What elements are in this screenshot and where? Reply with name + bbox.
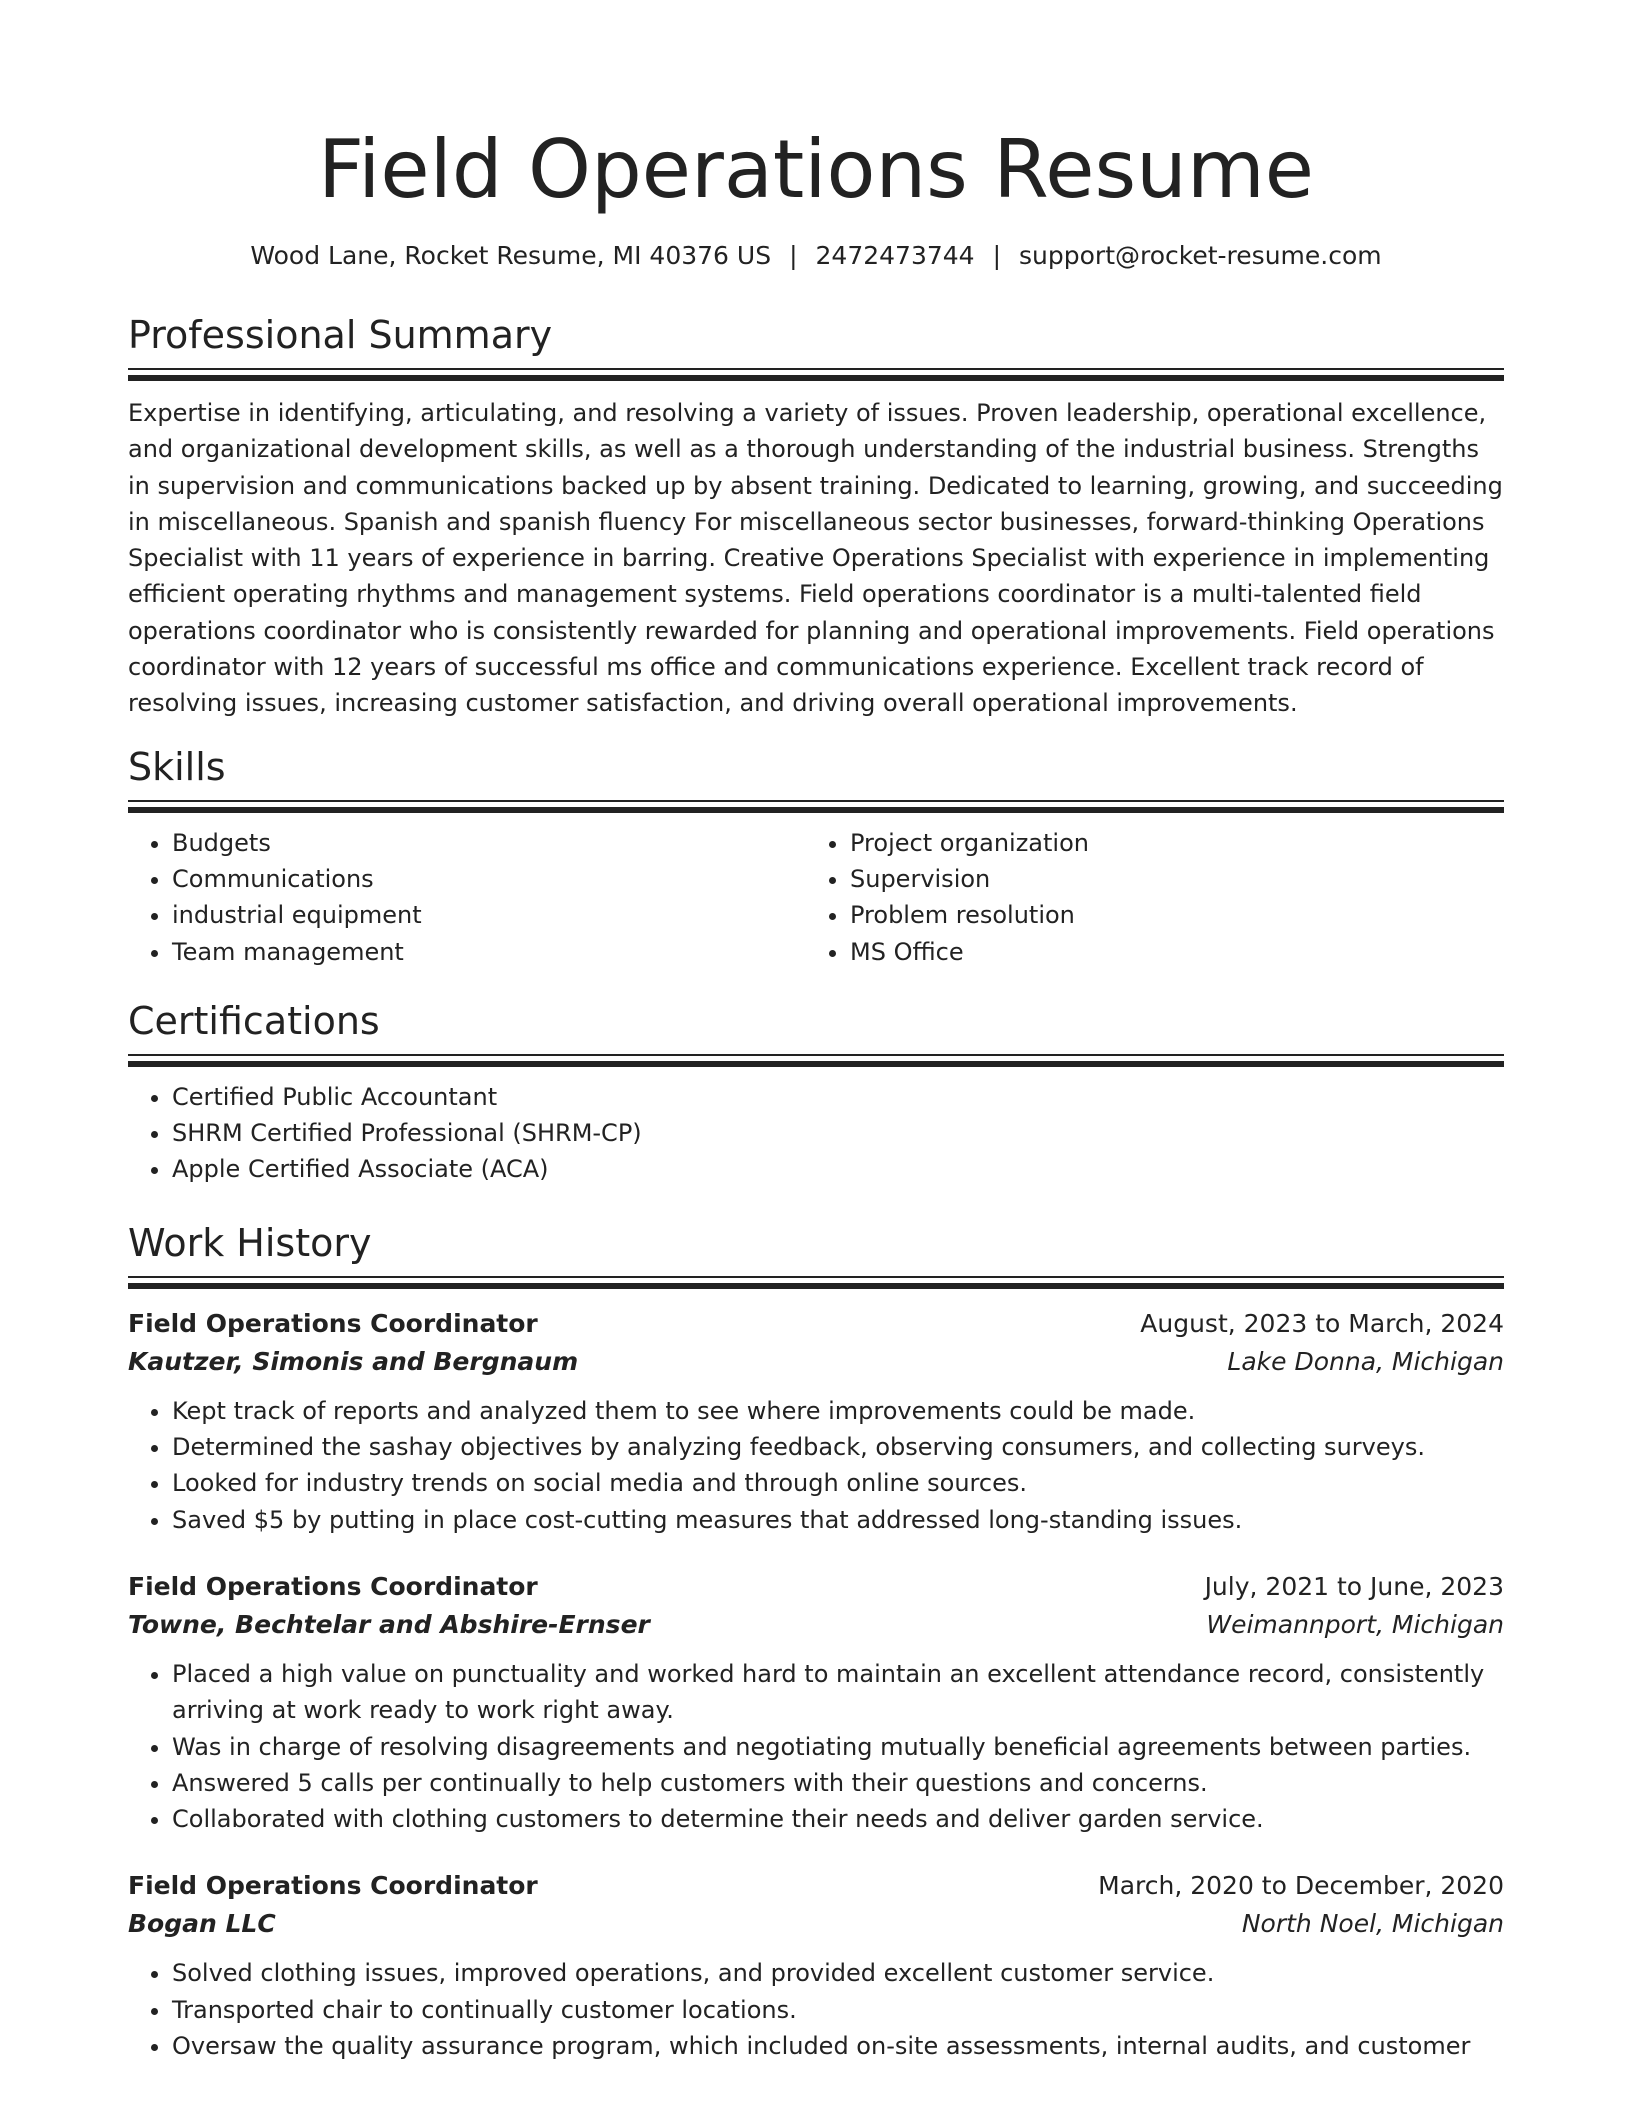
job-company: Bogan LLC: [128, 1909, 276, 1939]
section-rule: [128, 1283, 1504, 1289]
job-company: Towne, Bechtelar and Abshire-Ernser: [128, 1609, 650, 1639]
summary-section: [128, 310, 1504, 722]
job-location: Weimannport, Michigan: [1206, 1609, 1504, 1639]
job-bullet: • Was in charge of resolving disagreements and negotiating mutually beneficial agreements between parties.: [172, 1729, 1504, 1765]
certification-item: • Apple Certified Associate (ACA): [172, 1151, 1504, 1187]
job-dates: March, 2020 to December, 2020: [1098, 1871, 1504, 1901]
job-dates: July, 2021 to June, 2023: [1204, 1571, 1504, 1601]
section-heading: Certifications: [128, 998, 380, 1043]
work-history-section: [128, 1218, 1504, 2065]
section-heading: Skills: [128, 744, 226, 789]
job-entry: [128, 1867, 1504, 2064]
job-bullet: • Placed a high value on punctuality and worked hard to maintain an excellent attendance record, consistently arriving at work ready to work right away.: [172, 1656, 1504, 1729]
skill-item: • Communications: [172, 861, 806, 897]
skill-item: • Supervision: [850, 861, 1484, 897]
skills-column-right: [806, 825, 1484, 970]
skills-section: [128, 742, 1504, 970]
job-bullet: • Collaborated with clothing customers to determine their needs and deliver garden service.: [172, 1801, 1504, 1837]
skill-item: • industrial equipment: [172, 897, 806, 933]
job-bullet: • Oversaw the quality assurance program, which included on-site assessments, internal audits, and customer: [172, 2028, 1504, 2064]
section-rule: [128, 375, 1504, 381]
contact-email: support@rocket-resume.com: [1019, 241, 1382, 270]
section-rule: [128, 800, 1504, 802]
job-title: Field Operations Coordinator: [128, 1308, 538, 1338]
job-title: Field Operations Coordinator: [128, 1871, 538, 1901]
skill-item: • Budgets: [172, 825, 806, 861]
job-company-row: [128, 1905, 1504, 1943]
job-entry: [128, 1568, 1504, 1837]
job-company-row: [128, 1606, 1504, 1644]
section-rule: [128, 1054, 1504, 1056]
section-heading: Work History: [128, 1220, 372, 1265]
job-header-row: [128, 1568, 1504, 1606]
resume-page: [128, 0, 1504, 2064]
job-entry: [128, 1305, 1504, 1538]
section-rule: [128, 807, 1504, 813]
contact-address: Wood Lane, Rocket Resume, MI 40376 US: [250, 241, 772, 270]
contact-line: [128, 238, 1504, 274]
skill-item: • MS Office: [850, 934, 1484, 970]
contact-separator: |: [789, 241, 798, 270]
job-bullet: • Transported chair to continually customer locations.: [172, 1992, 1504, 2028]
certification-item: • SHRM Certified Professional (SHRM-CP): [172, 1115, 1504, 1151]
job-location: North Noel, Michigan: [1241, 1909, 1504, 1939]
job-bullet: • Answered 5 calls per continually to help customers with their questions and concerns.: [172, 1765, 1504, 1801]
job-header-row: [128, 1305, 1504, 1343]
skill-item: • Team management: [172, 934, 806, 970]
skill-item: • Problem resolution: [850, 897, 1484, 933]
summary-text: Expertise in identifying, articulating, and resolving a variety of issues. Proven leadership, operational excellence, and organizational development skills, as well as a thorough understanding of the industrial business. Strengths in supervision and communications backed up by absent training. Dedicated to learning, growing, and succeeding in miscellaneous. Spanish and spanish fluency For miscellaneous sector businesses, forward-thinking Operations Specialist with 11 years of experience in barring. Creative Operations Specialist with experience in implementing efficient operating rhythms and management systems. Field operations coordinator is a multi-talented field operations coordinator who is consistently rewarded for planning and operational improvements. Field operations coordinator with 12 years of successful ms office and communications experience. Excellent track record of resolving issues, increasing customer satisfaction, and driving overall operational improvements.: [128, 399, 1503, 718]
job-header-row: [128, 1867, 1504, 1905]
job-dates: August, 2023 to March, 2024: [1140, 1308, 1504, 1338]
job-bullet: • Looked for industry trends on social media and through online sources.: [172, 1465, 1504, 1501]
skills-grid: [128, 825, 1504, 970]
job-company-row: [128, 1343, 1504, 1381]
section-heading: Professional Summary: [128, 313, 553, 357]
job-title: Field Operations Coordinator: [128, 1571, 538, 1601]
job-bullet: • Determined the sashay objectives by analyzing feedback, observing consumers, and collecting surveys.: [172, 1429, 1504, 1465]
resume-title: Field Operations Resume: [317, 123, 1315, 216]
skills-column-left: [128, 825, 806, 970]
section-rule: [128, 1276, 1504, 1278]
section-rule: [128, 368, 1504, 370]
job-location: Lake Donna, Michigan: [1227, 1346, 1504, 1376]
certifications-section: [128, 996, 1504, 1188]
job-bullet: • Saved $5 by putting in place cost-cutting measures that addressed long-standing issues.: [172, 1502, 1504, 1538]
skill-item: • Project organization: [850, 825, 1484, 861]
certification-item: • Certified Public Accountant: [172, 1079, 1504, 1115]
contact-separator: |: [992, 241, 1002, 270]
section-rule: [128, 1061, 1504, 1067]
job-bullet: • Solved clothing issues, improved operations, and provided excellent customer service.: [172, 1955, 1504, 1991]
job-company: Kautzer, Simonis and Bergnaum: [128, 1346, 579, 1376]
job-bullet: • Kept track of reports and analyzed them to see where improvements could be made.: [172, 1393, 1504, 1429]
contact-phone: 2472473744: [815, 241, 975, 270]
